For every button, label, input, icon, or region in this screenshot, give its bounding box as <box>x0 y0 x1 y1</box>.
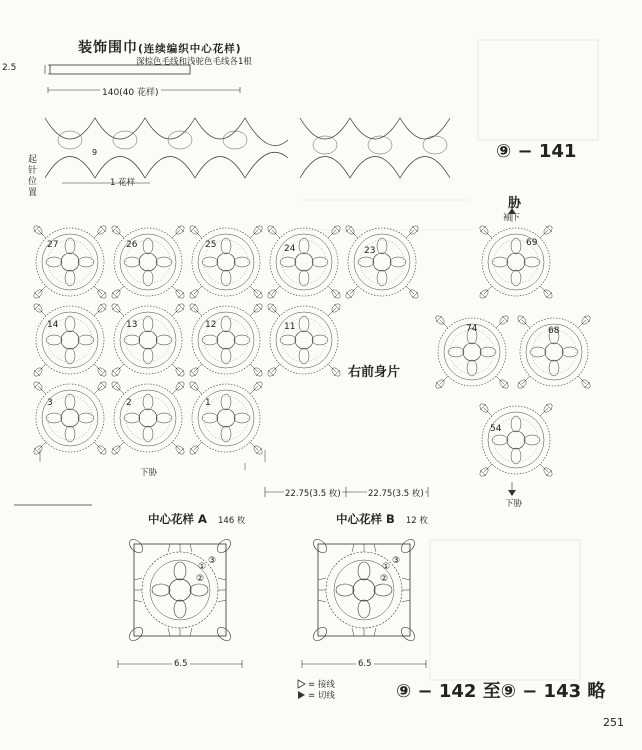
motif-b-mark: ② <box>380 574 389 584</box>
front-motif-number: 1 <box>205 398 211 408</box>
motif-a-header <box>148 508 245 527</box>
legend-join: = 接线 <box>308 680 335 690</box>
side-motif-number: 74 <box>466 324 478 334</box>
motif-b-width: 6.5 <box>358 659 372 669</box>
scarf-chain <box>45 118 450 183</box>
motif-a-count: 146 枚 <box>218 516 246 526</box>
front-motif-number: 12 <box>205 320 217 330</box>
section-141-heading: ⑨ − 141 <box>496 141 577 162</box>
front-body-title: 右前身片 <box>348 365 401 380</box>
motif-b-header <box>336 508 428 527</box>
motif-b-title: 中心花样 B <box>336 512 395 526</box>
motif-b-mark: ① <box>382 562 391 572</box>
scarf-title <box>78 37 242 57</box>
front-motif-number: 11 <box>284 322 296 332</box>
legend-cut: = 切线 <box>308 691 335 701</box>
motif-a-mark: ③ <box>208 556 217 566</box>
side-motif-number: 68 <box>548 326 560 336</box>
yarn-note: 深棕色毛线和浅驼色毛线各1根 <box>136 57 252 67</box>
motif-a-mark: ① <box>198 562 207 572</box>
motif-a-diagram <box>118 537 242 668</box>
front-motif-number: 13 <box>126 320 138 330</box>
side-motif-number: 54 <box>490 424 502 434</box>
scarf-motif-label: 9 <box>92 148 98 157</box>
page-number: 251 <box>603 716 624 729</box>
front-width-left: 22.75(3.5 枚) <box>285 489 341 499</box>
side-underarm-label: 袖下 <box>503 213 521 223</box>
scarf-height-dimension: 2.5 <box>2 63 17 73</box>
front-motif-number: 24 <box>284 244 296 254</box>
section-142-143-heading: ⑨ − 142 至⑨ − 143 略 <box>396 681 606 702</box>
motif-b-diagram <box>302 537 426 668</box>
front-motif-number: 26 <box>126 240 138 250</box>
motif-a-mark: ② <box>196 574 205 584</box>
scarf-title-text: 装饰围巾 <box>78 40 138 56</box>
side-bottom-label: 下胁 <box>505 499 523 509</box>
side-motif-group <box>434 208 591 496</box>
one-pattern-label: 1 花样 <box>110 178 136 188</box>
scarf-subtitle: (连续编织中心花样) <box>138 43 242 55</box>
front-motif-number: 27 <box>47 240 59 250</box>
front-motif-number: 14 <box>47 320 59 330</box>
motif-a-width: 6.5 <box>174 659 188 669</box>
side-title: 胁 <box>508 196 522 211</box>
front-motif-number: 2 <box>126 398 132 408</box>
front-width-right: 22.75(3.5 枚) <box>368 489 424 499</box>
front-motif-number: 25 <box>205 240 217 250</box>
front-motif-grid <box>32 224 419 470</box>
motif-b-count: 12 枚 <box>405 516 428 526</box>
motif-b-mark: ③ <box>392 556 401 566</box>
scarf-length-dimension: 140(40 花样) <box>100 85 161 98</box>
side-motif-number: 69 <box>526 238 538 248</box>
legend-glyphs <box>298 680 305 699</box>
motif-a-title: 中心花样 A <box>148 512 207 526</box>
front-motif-number: 23 <box>364 246 376 256</box>
front-bottom-label: 下胁 <box>140 468 158 478</box>
start-position-label: 起针位置 <box>28 155 38 198</box>
front-motif-number: 3 <box>47 398 53 408</box>
